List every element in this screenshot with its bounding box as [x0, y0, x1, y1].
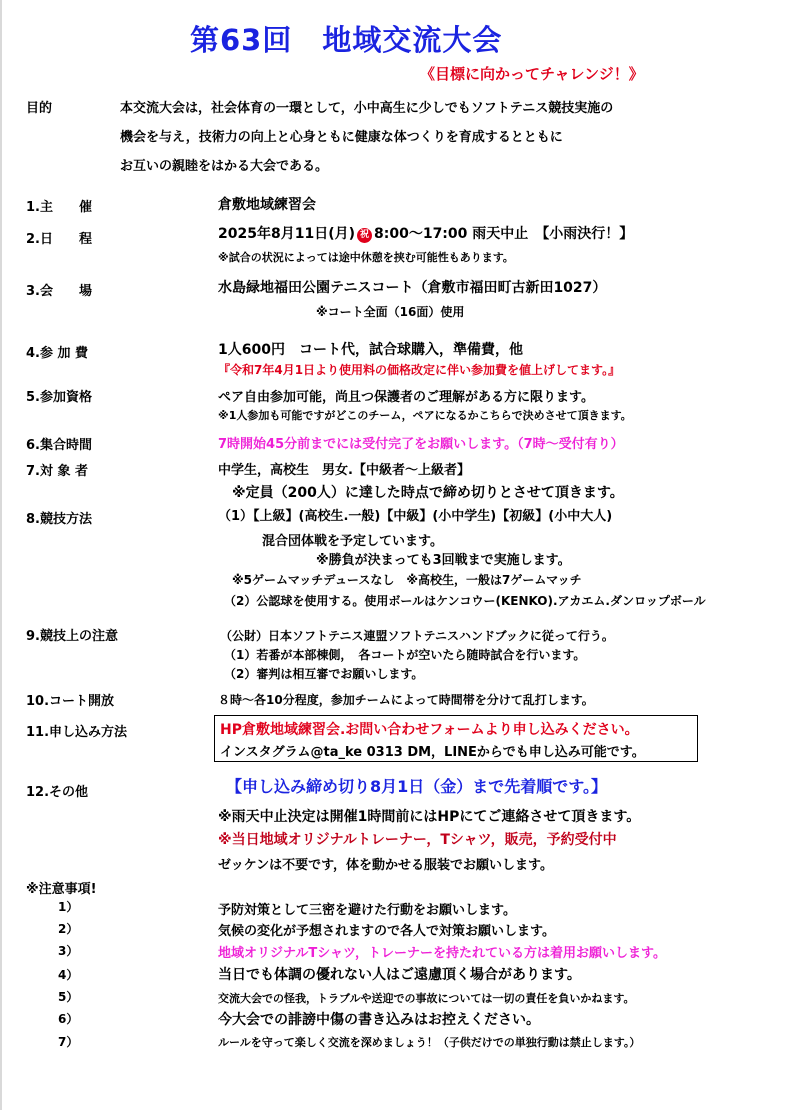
note-text-7: ルールを守って楽しく交流を深めましょう！（子供だけでの単独行動は禁止します。）: [218, 1036, 641, 1049]
schedule-time: 8:00～17:00 雨天中止 【小雨決行！】: [374, 226, 634, 242]
purpose-line-2: 機会を与え，技術力の向上と心身ともに健康な体つくりを育成するとともに: [120, 130, 563, 145]
schedule-line: [218, 223, 633, 243]
purpose-label: 目的: [26, 101, 53, 116]
cautions-line-3: （2）審判は相互審でお願いします。: [224, 667, 424, 681]
eligibility-note: ※1人参加も可能ですがどこのチーム，ペアになるかこちらで決めさせて頂きます。: [218, 409, 632, 422]
note-num-6: 6）: [58, 1012, 79, 1026]
meeting-value: 7時開始45分前までには受付完了をお願いします。（7時～受付有り）: [218, 437, 624, 452]
page-left-edge: [0, 0, 2, 1110]
page-subtitle: 《目標に向かってチャレンジ！》: [420, 65, 644, 83]
cautions-label: 9.競技上の注意: [26, 629, 118, 644]
target-value: 中学生，高校生 男女.【中級者～上級者】: [218, 463, 470, 478]
target-note: ※定員（200人）に達した時点で締め切りとさせて頂きます。: [232, 485, 624, 501]
eligibility-value: ペア自由参加可能，尚且つ保護者のご理解がある方に限ります。: [218, 390, 594, 405]
holiday-badge: 祝: [357, 228, 372, 243]
deadline-text: 【申し込み締め切り8月1日（金）まで先着順です。】: [226, 777, 607, 796]
target-label: 7.対 象 者: [26, 464, 89, 479]
fee-note: 『令和7年4月1日より使用料の価格改定に伴い参加費を値上げしてます。』: [218, 363, 621, 377]
method-line-1: （1）【上級】(高校生.一般)【中級】(小中学生)【初級】(小中大人): [218, 509, 613, 524]
cautions-line-1: （公財）日本ソフトテニス連盟ソフトテニスハンドブックに従って行う。: [220, 629, 614, 643]
fee-label: 4.参 加 費: [26, 346, 89, 361]
schedule-note: ※試合の状況によっては途中休憩を挟む可能性もあります。: [218, 251, 514, 264]
note-num-4: 4）: [58, 968, 79, 982]
other-line-3: ゼッケンは不要です，体を動かせる服装でお願いします。: [218, 858, 554, 873]
method-line-3: ※勝負が決まっても3回戦まで実施します。: [316, 553, 571, 568]
other-line-1: ※雨天中止決定は開催1時間前にはHPにてご連絡させて頂きます。: [218, 809, 641, 825]
note-num-3: 3）: [58, 944, 79, 958]
note-text-4: 当日でも体調の優れない人はご遠慮頂く場合があります。: [218, 967, 581, 983]
note-text-1: 予防対策として三密を避けた行動をお願いします。: [218, 903, 516, 918]
method-label: 8.競技方法: [26, 512, 92, 527]
schedule-date: 2025年8月11日(月): [218, 226, 355, 242]
purpose-line-3: お互いの親睦をはかる大会である。: [120, 159, 329, 174]
note-text-6: 今大会での誹謗中傷の書き込みはお控えください。: [218, 1012, 540, 1028]
court-open-value: ８時～各10分程度，参加チームによって時間帯を分けて乱打します。: [218, 693, 594, 707]
meeting-label: 6.集合時間: [26, 438, 92, 453]
organizer-value: 倉敷地域練習会: [218, 197, 316, 213]
schedule-label: 2.日 程: [26, 232, 92, 247]
method-line-2: 混合団体戦を予定しています。: [262, 534, 443, 549]
eligibility-label: 5.参加資格: [26, 390, 92, 405]
note-text-2: 気候の変化が予想されますので各人で対策お願いします。: [218, 924, 555, 939]
note-num-2: 2）: [58, 922, 79, 936]
note-num-7: 7）: [58, 1035, 79, 1049]
venue-label: 3.会 場: [26, 284, 92, 299]
fee-value: 1人600円 コート代，試合球購入，準備費，他: [218, 342, 523, 358]
notes-label: ※注意事項!: [26, 882, 97, 897]
note-text-5: 交流大会での怪我，トラブルや送迎での事故については一切の責任を負いかねます。: [218, 992, 635, 1005]
note-num-5: 5）: [58, 990, 79, 1004]
other-line-2: ※当日地域オリジナルトレーナー，Tシャツ，販売，予約受付中: [218, 832, 617, 848]
cautions-line-2: （1）若番が本部棟側， 各コートが空いたら随時試合を行います。: [224, 648, 586, 662]
method-line-5: （2）公認球を使用する。使用ボールはケンコウー(KENKO).アカエム.ダンロップボール: [224, 594, 706, 608]
apply-line-2: インスタグラム@ta_ke 0313 DM，LINEからでも申し込み可能です。: [220, 745, 645, 760]
apply-label: 11.申し込み方法: [26, 725, 128, 740]
venue-value: 水島緑地福田公園テニスコート（倉敷市福田町古新田1027）: [218, 280, 607, 296]
note-text-3: 地域オリジナルTシャツ，トレーナーを持たれている方は着用お願いします。: [218, 946, 667, 961]
note-num-1: 1）: [58, 900, 79, 914]
venue-note: ※コート全面（16面）使用: [316, 305, 465, 319]
method-line-4: ※5ゲームマッチデュースなし ※高校生，一般は7ゲームマッチ: [232, 573, 582, 587]
page-title: 第63回 地域交流大会: [190, 23, 503, 57]
court-open-label: 10.コート開放: [26, 694, 115, 709]
other-label: 12.その他: [26, 785, 89, 800]
purpose-line-1: 本交流大会は，社会体育の一環として，小中高生に少しでもソフトテニス競技実施の: [120, 101, 614, 116]
apply-line-1: HP倉敷地域練習会.お問い合わせフォームより申し込みください。: [220, 722, 639, 738]
organizer-label: 1.主 催: [26, 200, 92, 215]
